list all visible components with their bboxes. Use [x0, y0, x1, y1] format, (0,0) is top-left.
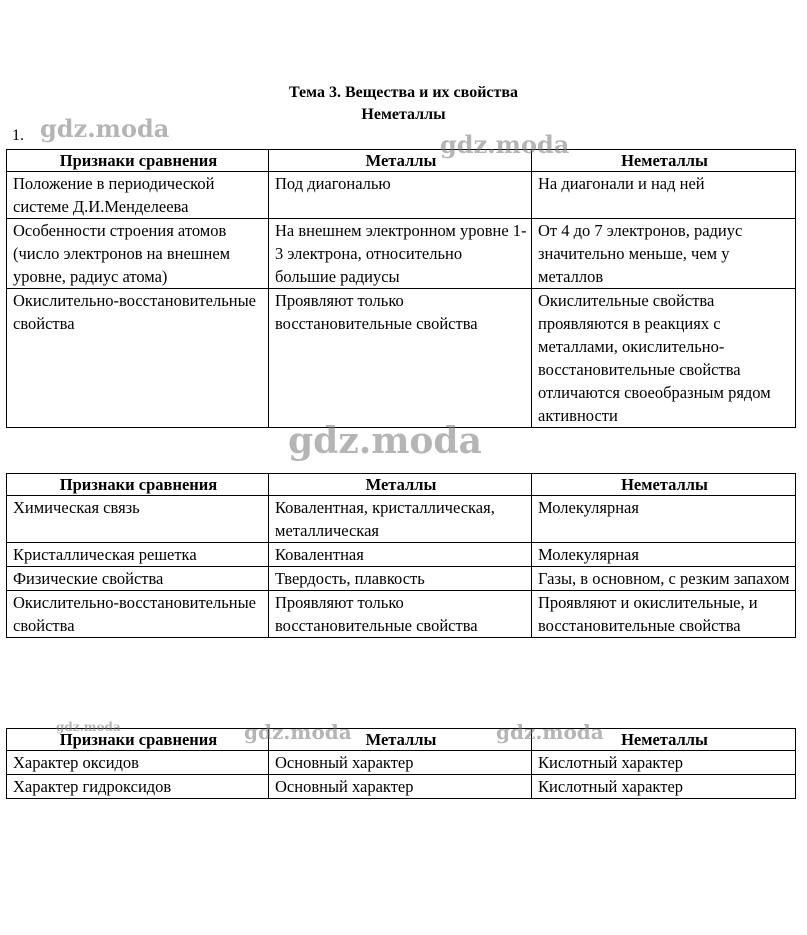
table-cell: Окислительно-восстановительные свойства	[7, 591, 269, 638]
watermark: gdz.moda	[440, 130, 570, 159]
table-row	[7, 543, 796, 567]
header-metals: Металлы	[269, 729, 532, 751]
table-cell: Проявляют только восстановительные свойства	[269, 591, 532, 638]
table-cell: Кислотный характер	[532, 775, 796, 799]
header-criteria: Признаки сравнения	[7, 150, 269, 172]
table-header-row	[7, 729, 796, 751]
table-cell: Под диагональю	[269, 172, 532, 219]
table-cell: Основный характер	[269, 751, 532, 775]
table-cell: Характер гидроксидов	[7, 775, 269, 799]
table-cell: Проявляют и окислительные, и восстановительные свойства	[532, 591, 796, 638]
header-nonmetals: Неметаллы	[532, 729, 796, 751]
watermark: gdz.moda	[496, 720, 604, 744]
table-row	[7, 496, 796, 543]
header-metals: Металлы	[269, 150, 532, 172]
table-row	[7, 219, 796, 289]
watermark: gdz.moda	[288, 420, 482, 462]
table-cell: Характер оксидов	[7, 751, 269, 775]
table-cell: Кислотный характер	[532, 751, 796, 775]
table-row	[7, 172, 796, 219]
table-cell: Особенности строения атомов (число электронов на внешнем уровне, радиус атома)	[7, 219, 269, 289]
header-nonmetals: Неметаллы	[532, 474, 796, 496]
watermark: gdz.moda	[56, 720, 121, 734]
topic-title: Тема 3. Вещества и их свойства	[288, 84, 519, 101]
table-cell: Проявляют только восстановительные свойства	[269, 289, 532, 428]
header-metals: Металлы	[269, 474, 532, 496]
question-number: 1.	[12, 127, 24, 144]
table-cell: Ковалентная, кристаллическая, металлическая	[269, 496, 532, 543]
comparison-table-2	[6, 473, 796, 638]
table-row	[7, 567, 796, 591]
table-cell: От 4 до 7 электронов, радиус значительно меньше, чем у металлов	[532, 219, 796, 289]
table-row	[7, 751, 796, 775]
table-cell: Молекулярная	[532, 496, 796, 543]
table-cell: Положение в периодической системе Д.И.Менделеева	[7, 172, 269, 219]
table-row	[7, 591, 796, 638]
table-cell: На внешнем электронном уровне 1-3 электрона, относительно большие радиусы	[269, 219, 532, 289]
table-header-row	[7, 474, 796, 496]
comparison-table-1	[6, 149, 796, 428]
table-cell: Химическая связь	[7, 496, 269, 543]
table-header-row	[7, 150, 796, 172]
table-cell: Окислительно-восстановительные свойства	[7, 289, 269, 428]
table-row	[7, 289, 796, 428]
table-cell: На диагонали и над ней	[532, 172, 796, 219]
table-cell: Физические свойства	[7, 567, 269, 591]
table-cell: Молекулярная	[532, 543, 796, 567]
comparison-table-3	[6, 728, 796, 799]
table-cell: Ковалентная	[269, 543, 532, 567]
table-cell: Газы, в основном, с резким запахом	[532, 567, 796, 591]
header-criteria: Признаки сравнения	[7, 729, 269, 751]
table-row	[7, 775, 796, 799]
subtopic-title: Неметаллы	[361, 106, 446, 123]
watermark: gdz.moda	[40, 114, 170, 143]
header-nonmetals: Неметаллы	[532, 150, 796, 172]
header-criteria: Признаки сравнения	[7, 474, 269, 496]
watermark: gdz.moda	[244, 720, 352, 744]
table-cell: Основный характер	[269, 775, 532, 799]
table-cell: Окислительные свойства проявляются в реакциях с металлами, окислительно-восстановительные свойства отличаются своеобразным рядом активности	[532, 289, 796, 428]
table-cell: Твердость, плавкость	[269, 567, 532, 591]
table-cell: Кристаллическая решетка	[7, 543, 269, 567]
